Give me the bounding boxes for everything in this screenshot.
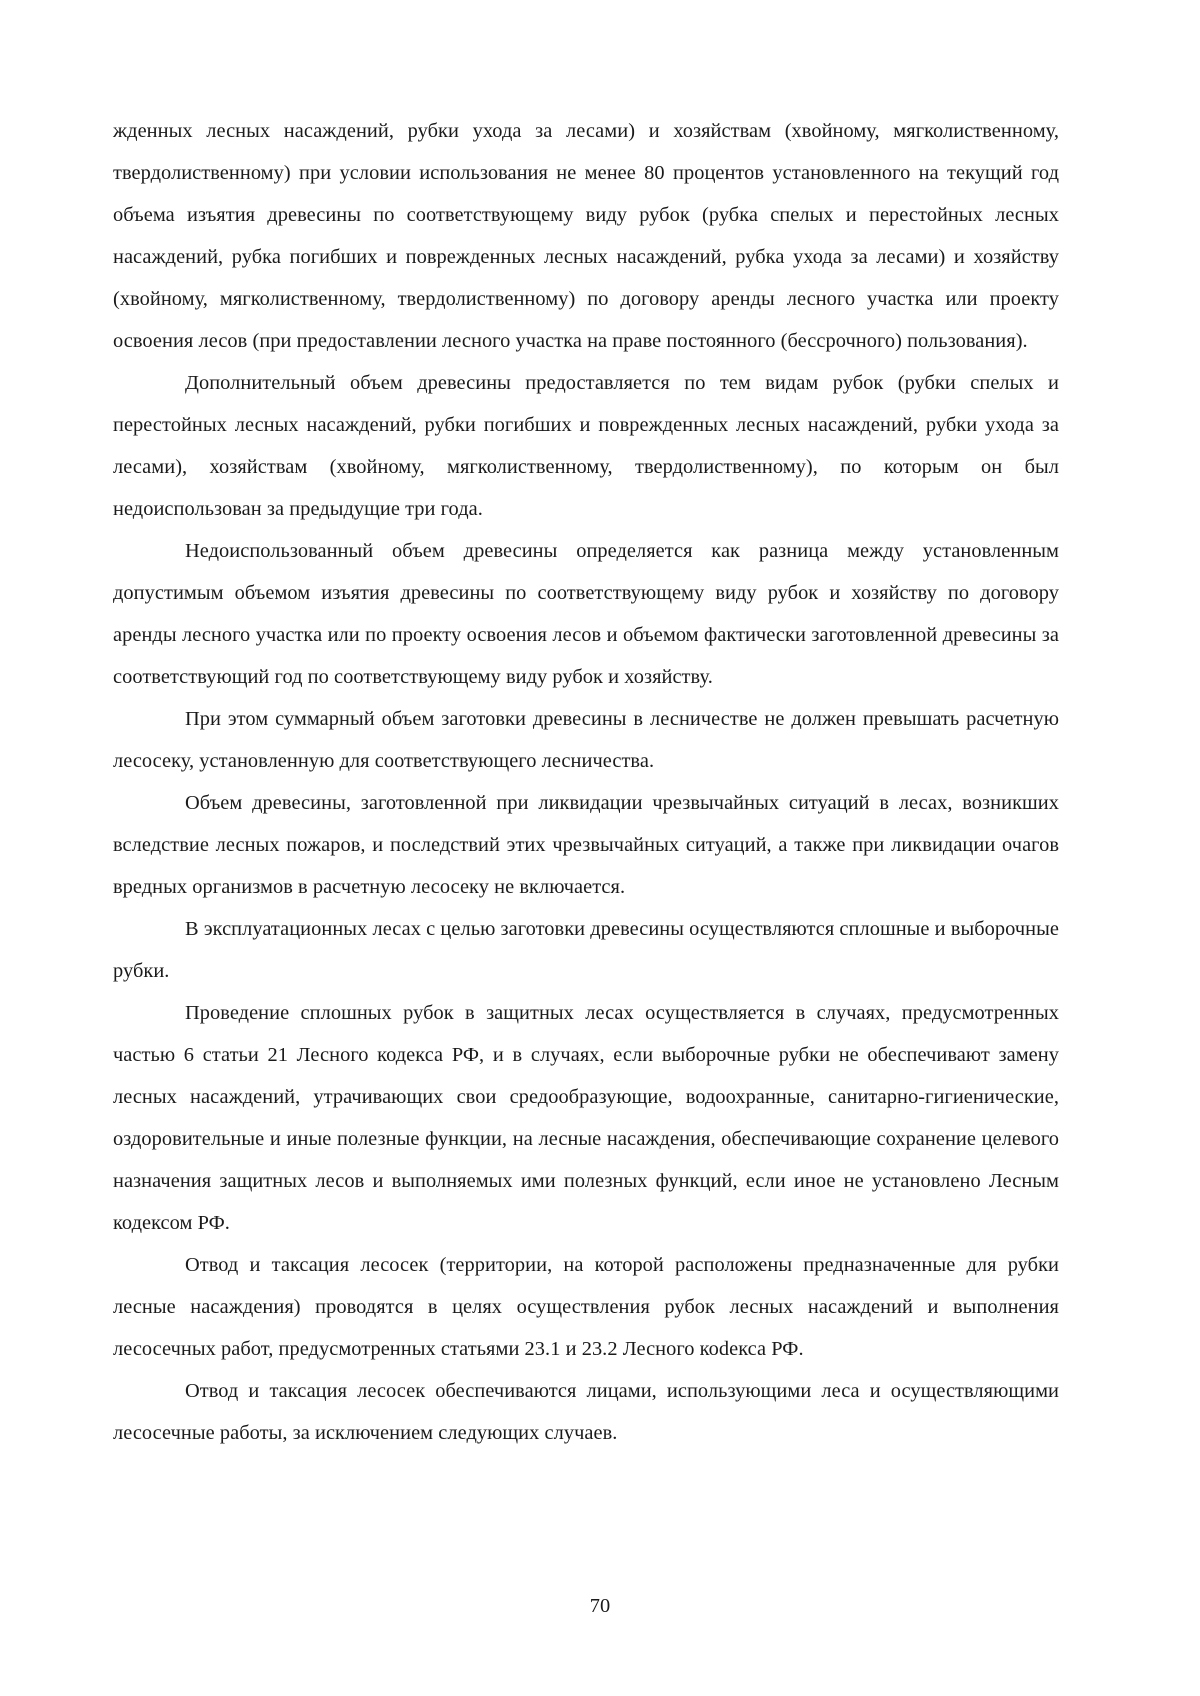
paragraph-4: При этом суммарный объем заготовки древесины в лесничестве не должен превышать расчетную лесосеку, установленную для соответствующего лесничества. (113, 708, 1059, 772)
paragraph-6: В эксплуатационных лесах с целью заготовки древесины осуществляются сплошные и выборочные рубки. (113, 918, 1059, 982)
paragraph-5: Объем древесины, заготовленной при ликвидации чрезвычайных ситуаций в лесах, возникших вследствие лесных пожаров, и последствий этих чрезвычайных ситуаций, а также при ликвидации очагов вредных организмов в расчетную лесосеку не включается. (113, 792, 1059, 898)
paragraph-2: Дополнительный объем древесины предоставляется по тем видам рубок (рубки спелых и перестойных лесных насаждений, рубки погибших и поврежденных лесных насаждений, рубки ухода за лесами), хозяйствам (хвойному, мягколиственному, твердолиственному), по которым он был недоиспользован за предыдущие три года. (113, 372, 1059, 520)
page-number: 70 (589, 1595, 611, 1617)
body-text (113, 110, 1059, 1454)
paragraph-9: Отвод и таксация лесосек обеспечиваются лицами, использующими леса и осуществляющими лесосечные работы, за исключением следующих случаев. (113, 1380, 1059, 1444)
paragraph-3: Недоиспользованный объем древесины определяется как разница между установленным допустимым объемом изъятия древесины по соответствующему виду рубок и хозяйству по договору аренды лесного участка или по проекту освоения лесов и объемом фактически заготовленной древесины за соответствующий год по соответствующему виду рубок и хозяйству. (113, 540, 1059, 688)
paragraph-8: Отвод и таксация лесосек (территории, на которой расположены предназначенные для рубки лесные насаждения) проводятся в целях осуществления рубок лесных насаждений и выполнения лесосечных работ, предусмотренных статьями 23.1 и 23.2 Лесного коdекса РФ. (113, 1254, 1059, 1360)
paragraph-1: жденных лесных насаждений, рубки ухода за лесами) и хозяйствам (хвойному, мягколиственному, твердолиственному) при условии использования не менее 80 процентов установленного на текущий год объема изъятия древесины по соответствующему виду рубок (рубка спелых и перестойных лесных насаждений, рубка погибших и поврежденных лесных насаждений, рубка ухода за лесами) и хозяйству (хвойному, мягколиственному, твердолиственному) по договору аренды лесного участка или проекту освоения лесов (при предоставлении лесного участка на праве постоянного (бессрочного) пользования). (113, 120, 1059, 352)
paragraph-7: Проведение сплошных рубок в защитных лесах осуществляется в случаях, предусмотренных частью 6 статьи 21 Лесного кодекса РФ, и в случаях, если выборочные рубки не обеспечивают замену лесных насаждений, утрачивающих свои средообразующие, водоохранные, санитарно-гигиенические, оздоровительные и иные полезные функции, на лесные насаждения, обеспечивающие сохранение целевого назначения защитных лесов и выполняемых ими полезных функций, если иное не установлено Лесным кодексом РФ. (113, 1002, 1059, 1234)
